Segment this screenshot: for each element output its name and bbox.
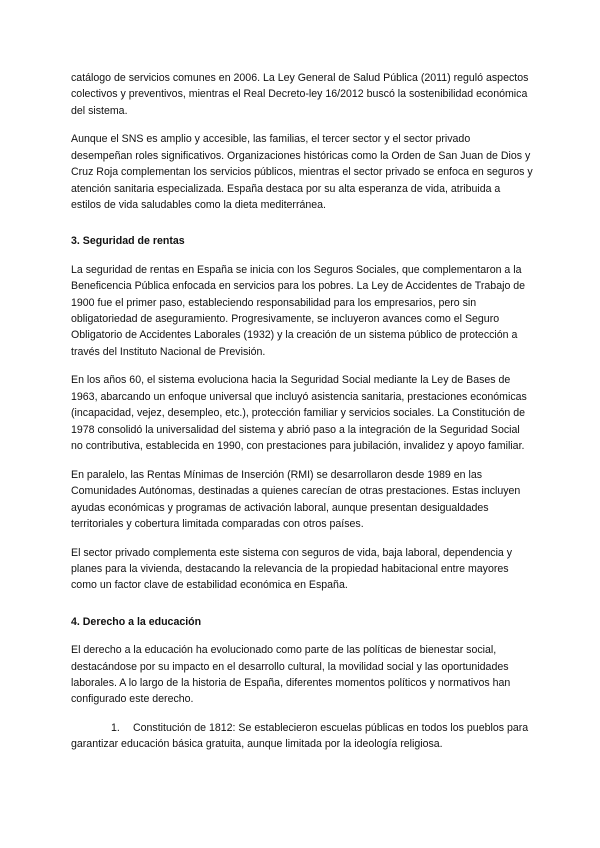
document-page — [71, 70, 533, 753]
paragraph-seguros-sociales: La seguridad de rentas en España se inicia con los Seguros Sociales, que complementaron a la Beneficencia Pública enfocada en servicios para los pobres. La Ley de Accidentes de Trabajo de 1900 fue el primer paso, estableciendo responsabilidad para los empresarios, pero sin obligatoriedad de aseguramiento. Progresivamente, se incluyeron avances como el Seguro Obligatorio de Accidentes Laborales (1932) y la creación de un sistema público de protección a través del Instituto Nacional de Previsión. — [71, 263, 526, 358]
section-heading-educacion: 4. Derecho a la educación — [71, 615, 202, 628]
section-heading-seguridad-rentas: 3. Seguridad de rentas — [71, 235, 185, 248]
paragraph-rmi: En paralelo, las Rentas Mínimas de Inserción (RMI) se desarrollaron desde 1989 en las Comunidades Autónomas, destinadas a quienes carecían de otras prestaciones. Estas incluyen ayudas económicas y programas de activación laboral, aunque presentan desigualdades territoriales y cobertura limitada comparadas con otros países. — [71, 468, 521, 530]
paragraph-anos-60: En los años 60, el sistema evoluciona hacia la Seguridad Social mediante la Ley de Bases de 1963, abarcando un enfoque universal que incluyó asistencia sanitaria, prestaciones económicas (incapacidad, vejez, desempleo, etc.), protección familiar y servicios sociales. La Constitución de 1978 consolidó la universalidad del sistema y abrió paso a la integración de la Seguridad Social no contributiva, establecida en 1990, con prestaciones para jubilación, invalidez y apoyo familiar. — [71, 374, 527, 453]
list-item — [71, 720, 533, 753]
list-item-text: Constitución de 1812: Se establecieron escuelas públicas en todos los pueblos para garantizar educación básica gratuita, aunque limitada por la ideología religiosa. — [71, 721, 529, 751]
paragraph-derecho-educacion: El derecho a la educación ha evolucionado como parte de las políticas de bienestar social, destacándose por su impacto en el desarrollo cultural, la movilidad social y las oportunidades laborales. A lo largo de la historia de España, diferentes momentos políticos y normativos han configurado este derecho. — [71, 644, 511, 706]
list-item-number: 1. — [111, 721, 120, 734]
paragraph-sns: Aunque el SNS es amplio y accesible, las familias, el tercer sector y el sector privado desempeñan roles significativos. Organizaciones históricas como la Orden de San Juan de Dios y Cruz Roja complementan los servicios públicos, mientras el sector privado se enfoca en seguros y atención sanitaria especializada. España destaca por su alta esperanza de vida, atribuida a estilos de vida saludables como la dieta mediterránea. — [71, 133, 533, 212]
paragraph-salud-cont: catálogo de servicios comunes en 2006. La Ley General de Salud Pública (2011) reguló aspectos colectivos y preventivos, mientras el Real Decreto-ley 16/2012 buscó la sostenibilidad económica del sistema. — [71, 72, 529, 117]
paragraph-sector-privado: El sector privado complementa este sistema con seguros de vida, baja laboral, dependencia y planes para la vivienda, destacando la relevancia de la propiedad habitacional entre mayores como un factor clave de estabilidad económica en España. — [71, 546, 513, 592]
